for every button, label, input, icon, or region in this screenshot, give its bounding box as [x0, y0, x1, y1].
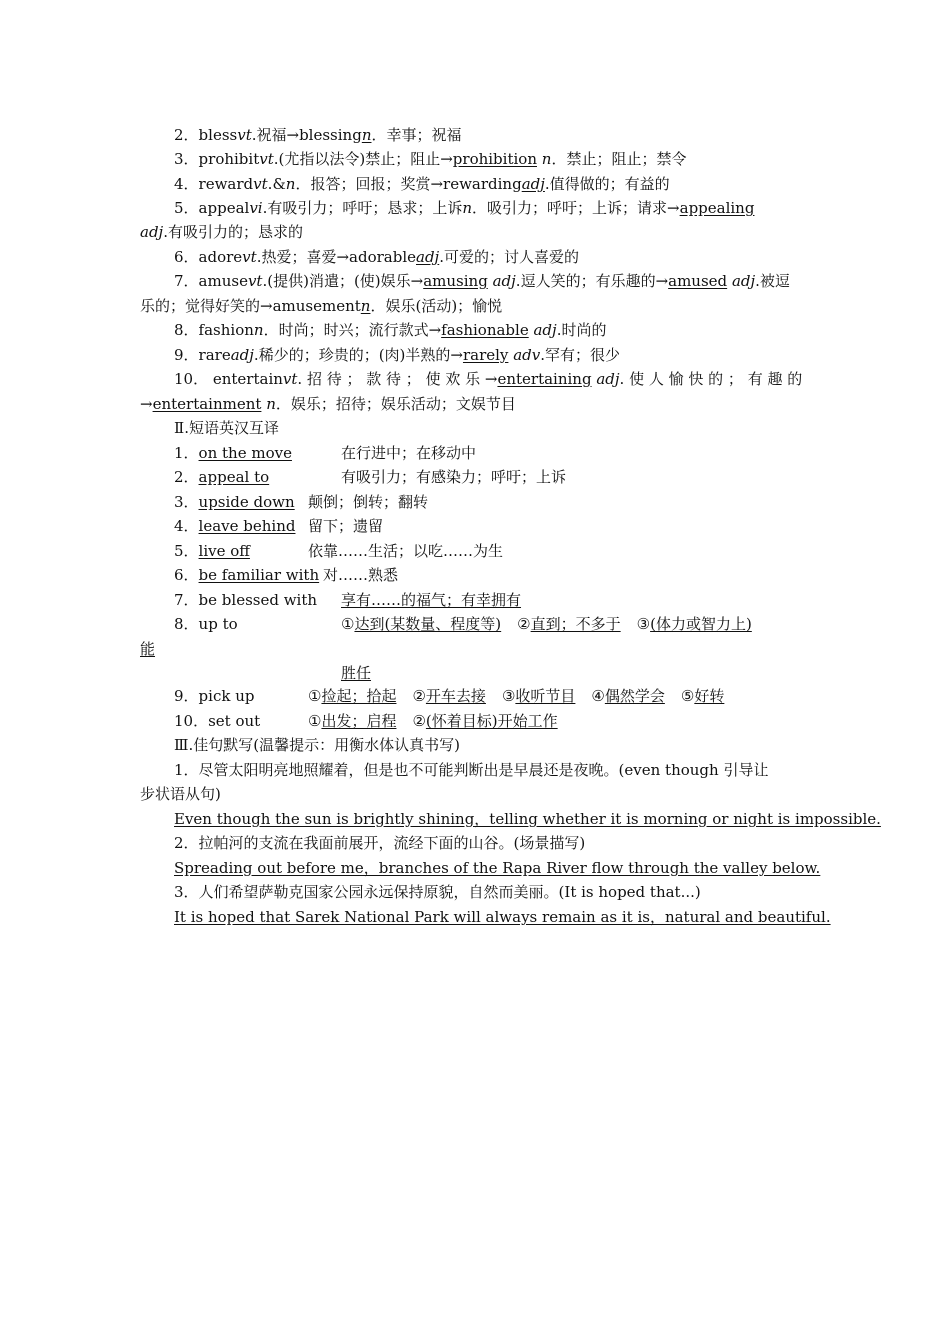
phrase-text: pick up [198, 687, 255, 705]
phrase-8 [174, 613, 752, 635]
pos: adj [230, 346, 254, 364]
phrase-answer: 直到；不多于 [530, 615, 621, 633]
pos: vt [247, 272, 263, 290]
answer-pos: n [360, 297, 371, 315]
phrase-num: 7． [174, 591, 199, 609]
phrase-8-cont [140, 638, 155, 660]
phrase-answer: 捡起；拾起 [321, 687, 397, 705]
sentence-question: 步状语从句) [140, 785, 221, 803]
pos: n [253, 321, 264, 339]
vocab-item-10-cont [140, 393, 516, 415]
sentence-question: 1．尽管太阳明亮地照耀着，但是也不可能判断出是早晨还是夜晚。(even though 引导让 [174, 761, 769, 779]
pos: n [266, 395, 276, 413]
phrase-num: 1． [174, 444, 199, 462]
vocab-text: ．娱乐；招待；娱乐活动；文娱节目 [275, 395, 516, 413]
vocab-text: .罕有；很少 [540, 346, 620, 364]
vocab-text: 2．bless [174, 126, 238, 144]
phrase-num: 9． [174, 687, 199, 705]
answer: .值得做的；有益的 [544, 175, 670, 193]
phrase-num: 4． [174, 517, 199, 535]
vocab-text: . 使 人 愉 快 的 ； 有 趣 的 [619, 370, 803, 388]
phrase-6 [174, 564, 399, 586]
vocab-text: .& [267, 175, 286, 193]
phrase-answer: 享有……的福气；有幸拥有 [341, 591, 522, 609]
phrase-answer: on the move [198, 444, 292, 462]
phrase-meaning: 依靠……生活；以吃……为生 [308, 542, 504, 560]
sentence-question: 2．拉帕河的支流在我面前展开，流经下面的山谷。(场景描写) [174, 834, 586, 852]
vocab-item-10 [174, 368, 802, 390]
sentence-1-question-cont [140, 783, 221, 805]
marker: ① [308, 712, 322, 730]
vocab-text: .(尤指以法令)禁止；阻止→ [273, 150, 453, 168]
phrase-num: 6． [174, 566, 199, 584]
vocab-item-6 [174, 246, 579, 268]
vocab-text: → [140, 395, 153, 413]
phrase-answer: (怀着目标)开始工作 [425, 712, 558, 730]
vocab-text: 4．reward [174, 175, 254, 193]
phrase-meaning: 留下；遗留 [308, 517, 384, 535]
sentence-2-answer [174, 857, 820, 879]
phrase-answer: 好转 [694, 687, 725, 705]
pos: adj [492, 272, 516, 290]
answer: fashionable [441, 321, 529, 339]
vocab-text: 10． entertain [174, 370, 283, 388]
phrase-9-answers [308, 685, 724, 707]
phrase-num: 5． [174, 542, 199, 560]
sentence-3-question [174, 881, 701, 903]
answer-pos: n [361, 126, 372, 144]
vocab-item-2 [174, 124, 462, 146]
answer: ． [370, 297, 386, 315]
phrase-answer: 出发；启程 [321, 712, 397, 730]
vocab-text: .热爱；喜爱→adorable [256, 248, 416, 266]
phrase-2 [174, 466, 567, 488]
vocab-text: ．禁止；阻止；禁令 [551, 150, 687, 168]
phrase-1 [174, 442, 477, 464]
vocab-text: 6．adore [174, 248, 243, 266]
phrase-7 [174, 589, 522, 611]
phrase-text: set out [208, 712, 261, 730]
vocab-item-8 [174, 319, 606, 341]
answer: entertainment [152, 395, 262, 413]
answer: entertaining [497, 370, 592, 388]
pos: adv [513, 346, 541, 364]
phrase-answer: be familiar with [198, 566, 320, 584]
phrase-num: 3． [174, 493, 199, 511]
vocab-text: .祝福→blessing [251, 126, 362, 144]
pos: vt [282, 370, 298, 388]
pos: vt [253, 175, 268, 193]
sentence-2-question [174, 832, 585, 854]
phrase-meaning: 颠倒；倒转；翻转 [308, 493, 429, 511]
phrase-num: 8． [174, 615, 199, 633]
vocab-item-7-cont [140, 295, 502, 317]
phrase-answer: 开车去接 [425, 687, 486, 705]
phrase-answer: 收听节目 [515, 687, 576, 705]
vocab-text: 9．rare [174, 346, 231, 364]
vocab-text: .稀少的；珍贵的；(肉)半熟的→ [253, 346, 463, 364]
phrase-answer: live off [198, 542, 250, 560]
vocab-text: .(提供)消遣；(使)娱乐→ [262, 272, 424, 290]
phrase-10 [174, 710, 558, 732]
marker: ① [341, 615, 355, 633]
sentence-answer: It is hoped that Sarek National Park will always remain as it is，natural and beautiful. [174, 908, 831, 926]
section-note: (温馨提示：用衡水体认真书写) [253, 736, 460, 754]
marker: ⑤ [680, 687, 695, 705]
section-3-title [174, 734, 460, 756]
vocab-text: .被逗 [755, 272, 790, 290]
phrase-9 [174, 685, 725, 707]
section-title: Ⅱ.短语英汉互译 [174, 419, 279, 437]
vocab-text: ．报答；回报；奖赏→rewarding [295, 175, 522, 193]
pos: n [285, 175, 296, 193]
marker: ① [308, 687, 322, 705]
phrase-answer: appeal to [198, 468, 270, 486]
answer: amusement [272, 297, 361, 315]
pos: adj [731, 272, 756, 290]
vocab-item-3 [174, 148, 686, 170]
answer: ．幸事；祝福 [371, 126, 462, 144]
pos: adj [533, 321, 557, 339]
vocab-text: .逗人笑的；有乐趣的→ [515, 272, 669, 290]
pos: adj [596, 370, 620, 388]
answer: amused [668, 272, 728, 290]
section-title: Ⅲ.佳句默写 [174, 736, 254, 754]
phrase-meaning: 有吸引力；有感染力；呼吁；上诉 [341, 468, 567, 486]
phrase-answer: 胜任 [341, 664, 372, 682]
section-2-title [174, 417, 279, 439]
vocab-item-9 [174, 344, 620, 366]
phrase-10-answers [308, 710, 558, 732]
vocab-item-4 [174, 173, 670, 195]
phrase-5 [174, 540, 504, 562]
vocab-text: 7．amuse [174, 272, 248, 290]
phrase-answer: leave behind [198, 517, 296, 535]
vocab-text: .有吸引力的；恳求的 [163, 223, 303, 241]
answer: .可爱的；讨人喜爱的 [439, 248, 579, 266]
vocab-text: 娱乐(活动)；愉悦 [385, 297, 503, 315]
pos: vt [242, 248, 257, 266]
marker: ② [412, 712, 426, 730]
answer: amusing [423, 272, 488, 290]
pos: vi [249, 199, 263, 217]
marker: ③ [501, 687, 516, 705]
pos: vt [237, 126, 252, 144]
sentence-3-answer [174, 906, 831, 928]
vocab-text: 5．appeal [174, 199, 250, 217]
vocab-item-7 [174, 270, 790, 292]
sentence-answer: Spreading out before me，branches of the Rapa River flow through the valley below. [174, 859, 821, 877]
answer-pos: adj [521, 175, 545, 193]
vocab-text: ．时尚；时兴；流行款式→ [263, 321, 442, 339]
phrase-text: up to [198, 615, 238, 633]
phrase-answer: 偶然学会 [604, 687, 665, 705]
phrase-meaning: 对……熟悉 [323, 566, 399, 584]
marker: ② [412, 687, 426, 705]
marker: ④ [591, 687, 605, 705]
vocab-text: 乐的；觉得好笑的→ [140, 297, 273, 315]
phrase-4 [174, 515, 384, 537]
phrase-meaning: 在行进中；在移动中 [341, 444, 477, 462]
vocab-text: .时尚的 [556, 321, 607, 339]
sentence-question: 3．人们希望萨勒克国家公园永远保持原貌，自然而美丽。(It is hoped that...) [174, 883, 701, 901]
vocab-text: 3．prohibit [174, 150, 260, 168]
answer: appealing [679, 199, 755, 217]
vocab-text: 8．fashion [174, 321, 254, 339]
answer: rarely [462, 346, 509, 364]
vocab-item-5-cont [140, 221, 303, 243]
sentence-answer: Even though the sun is brightly shining，telling whether it is morning or night is impossible. [174, 810, 881, 828]
phrase-3 [174, 491, 429, 513]
answer: prohibition [452, 150, 537, 168]
answer-pos: adj [416, 248, 440, 266]
sentence-1-question [174, 759, 768, 781]
pos: vt [259, 150, 274, 168]
phrase-answer: 达到(某数量、程度等) [354, 615, 502, 633]
phrase-answer: 能 [140, 640, 156, 658]
phrase-text: be blessed with [198, 591, 318, 609]
vocab-text: .有吸引力；呼吁；恳求；上诉 [262, 199, 463, 217]
pos: n [462, 199, 473, 217]
vocab-text: ．吸引力；呼吁；上诉；请求→ [472, 199, 680, 217]
phrase-answer: (体力或智力上) [650, 615, 752, 633]
phrase-num: 10． [174, 712, 209, 730]
marker: ② [517, 615, 531, 633]
pos: adj [140, 223, 164, 241]
phrase-answer: upside down [198, 493, 295, 511]
phrase-8-answers [341, 613, 752, 635]
sentence-1-answer [174, 808, 881, 830]
vocab-text: . 招 待 ； 款 待 ； 使 欢 乐 → [297, 370, 498, 388]
pos: n [541, 150, 552, 168]
phrase-num: 2． [174, 468, 199, 486]
marker: ③ [636, 615, 651, 633]
vocab-item-5 [174, 197, 754, 219]
